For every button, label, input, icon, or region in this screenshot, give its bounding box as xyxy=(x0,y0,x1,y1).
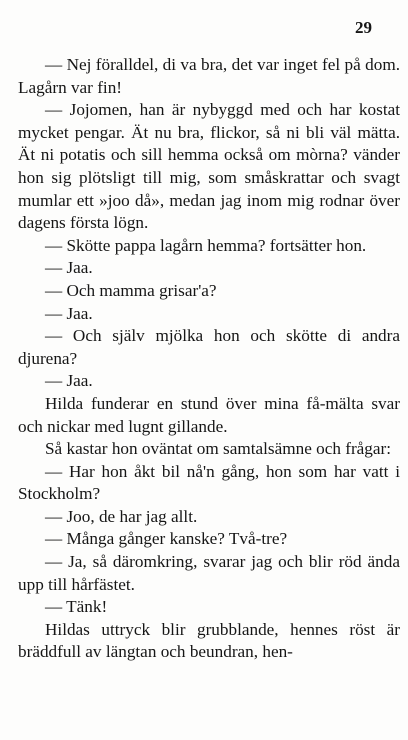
paragraph: Hilda funderar en stund över mina få-mälta svar och nickar med lugnt gillande. xyxy=(18,393,400,436)
paragraph: — Tänk! xyxy=(45,597,108,617)
paragraph: — Har hon åkt bil nå'n gång, hon som har vatt i Stockholm? xyxy=(18,461,400,504)
paragraph: — Jaa. xyxy=(45,371,93,391)
paragraph: — Jaa. xyxy=(45,258,93,278)
paragraph: — Många gånger kanske? Två-tre? xyxy=(45,529,288,549)
paragraph: — Joo, de har jag allt. xyxy=(45,506,198,526)
paragraph: — Och mamma grisar'a? xyxy=(45,280,217,300)
paragraph: — Jojomen, han är nybyggd med och har kostat mycket pengar. Ät nu bra, flickor, så ni bli väl mätta. Ät ni potatis och sill hemma också om mòrna? vänder hon sig plötsligt till mig, som småskrattar och svagt mumlar ett »joo då», medan jag inom mig rodnar över dagens första lögn. xyxy=(18,100,400,233)
paragraph: Så kastar hon oväntat om samtalsämne och frågar: xyxy=(45,439,392,459)
paragraph: — Och själv mjölka hon och skötte di andra djurena? xyxy=(18,326,400,368)
paragraph: Hildas uttryck blir grubblande, hennes röst är bräddfull av längtan och beundran, hen- xyxy=(18,619,400,662)
page-number: 29 xyxy=(355,18,372,37)
paragraph: — Jaa. xyxy=(45,303,93,323)
paragraph: — Ja, så däromkring, svarar jag och blir röd ända upp till hårfästet. xyxy=(18,552,400,594)
paragraph: — Skötte pappa lagårn hemma? fortsätter hon. xyxy=(45,235,367,255)
paragraph: — Nej föralldel, di va bra, det var inget fel på dom. Lagårn var fin! xyxy=(18,55,400,97)
body-text xyxy=(18,54,400,664)
